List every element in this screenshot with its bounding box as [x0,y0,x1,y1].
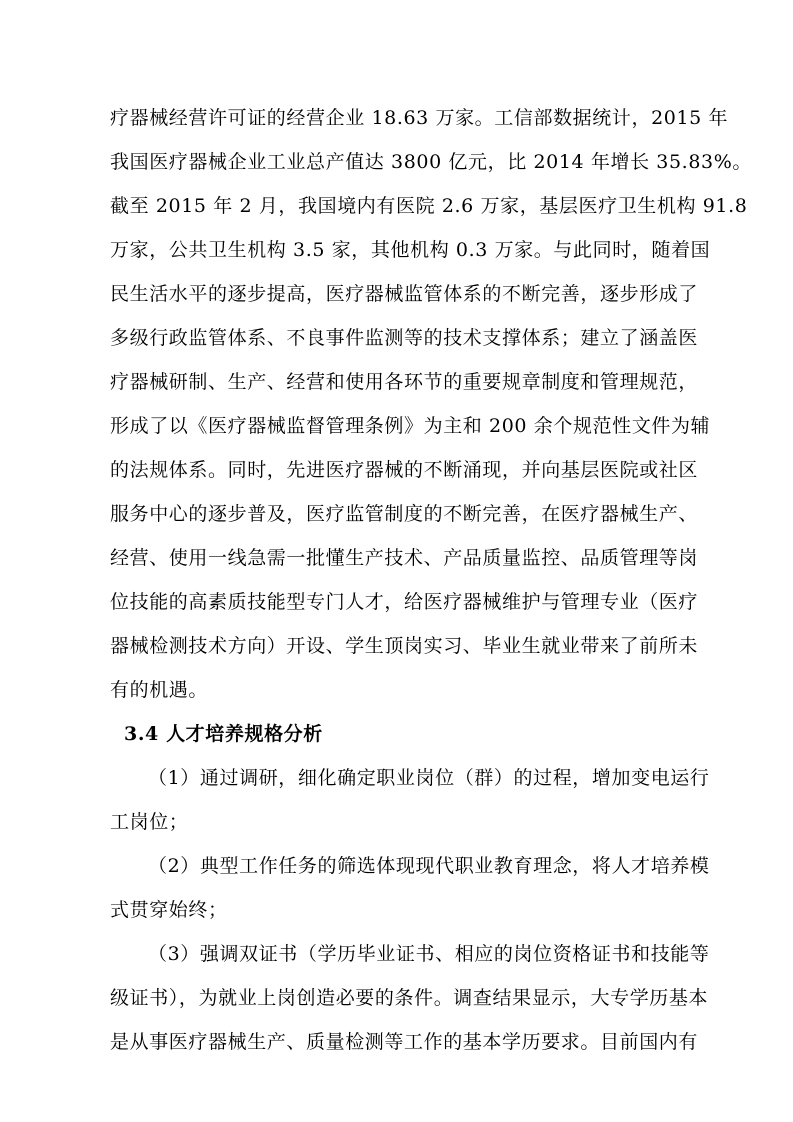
paragraph-line: 截至 2015 年 2 月，我国境内有医院 2.6 万家，基层医疗卫生机构 91.8 [110,195,748,217]
paragraph-line: 疗器械经营许可证的经营企业 18.63 万家。工信部数据统计，2015 年 [110,107,729,129]
list-item-line: 工岗位； [110,811,189,833]
paragraph-line: 经营、使用一线急需一批懂生产技术、产品质量监控、品质管理等岗 [110,547,699,569]
paragraph-line: 有的机遇。 [110,679,209,701]
paragraph-line: 器械检测技术方向）开设、学生顶岗实习、毕业生就业带来了前所未 [110,635,699,657]
paragraph-line: 的法规体系。同时，先进医疗器械的不断涌现，并向基层医院或社区 [110,459,699,481]
list-item-line: 是从事医疗器械生产、质量检测等工作的基本学历要求。目前国内有 [110,1031,699,1053]
list-item-line: 级证书），为就业上岗创造必要的条件。调查结果显示，大专学历基本 [110,987,709,1009]
list-item-line: （1）通过调研，细化确定职业岗位（群）的过程，增加变电运行 [148,767,710,789]
paragraph-line: 疗器械研制、生产、经营和使用各环节的重要规章制度和管理规范， [110,371,699,393]
paragraph-line: 万家，公共卫生机构 3.5 家，其他机构 0.3 万家。与此同时，随着国 [110,239,711,261]
paragraph-line: 服务中心的逐步普及，医疗监管制度的不断完善，在医疗器械生产、 [110,503,699,525]
paragraph-line: 形成了以《医疗器械监督管理条例》为主和 200 余个规范性文件为辅 [110,415,711,437]
paragraph-line: 位技能的高素质技能型专门人才，给医疗器械维护与管理专业（医疗 [110,591,699,613]
paragraph-line: 民生活水平的逐步提高，医疗器械监管体系的不断完善，逐步形成了 [110,283,699,305]
paragraph-line: 我国医疗器械企业工业总产值达 3800 亿元，比 2014 年增长 35.83%。 [110,151,752,173]
list-item-line: （2）典型工作任务的筛选体现现代职业教育理念，将人才培养模 [148,855,710,877]
paragraph-line: 多级行政监管体系、不良事件监测等的技术支撑体系；建立了涵盖医 [110,327,699,349]
list-item-line: 式贯穿始终； [110,899,228,921]
section-heading: 3.4 人才培养规格分析 [124,723,323,745]
list-item-line: （3）强调双证书（学历毕业证书、相应的岗位资格证书和技能等 [148,943,710,965]
